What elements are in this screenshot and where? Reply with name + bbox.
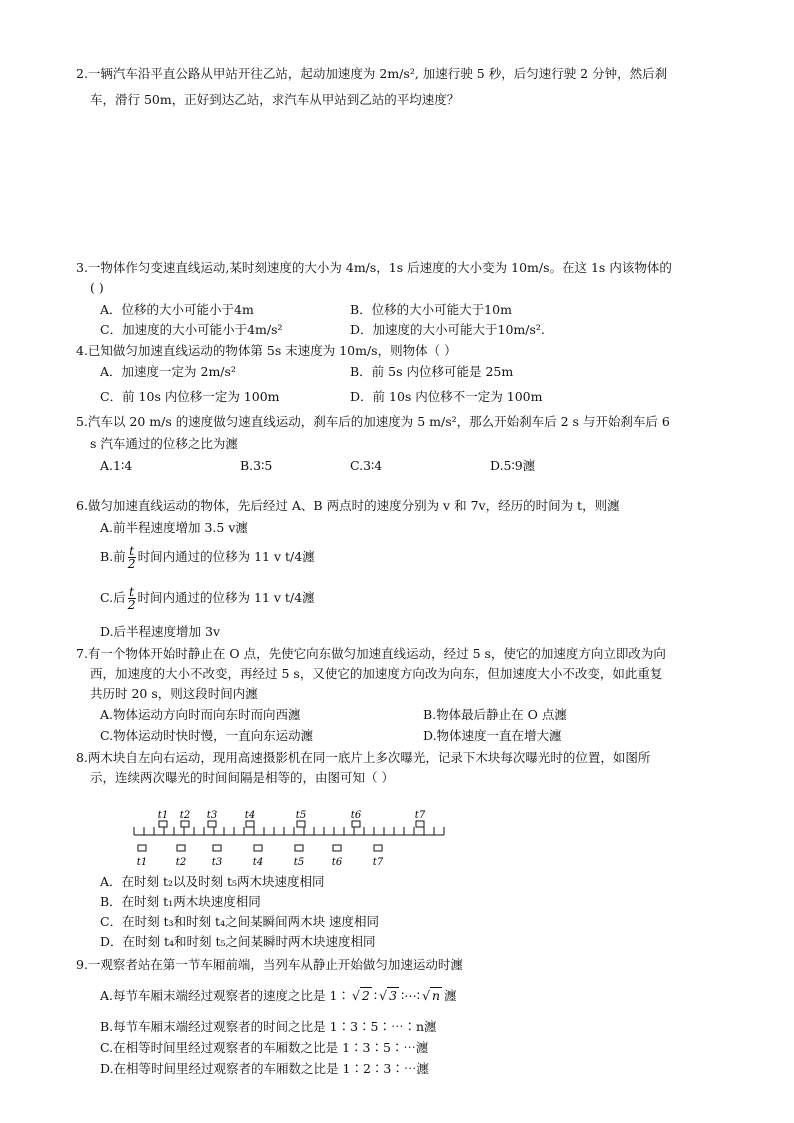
exposure-diagram — [128, 803, 458, 875]
q7-option-c: C.物体运动时快时慢，一直向东运动瀍 — [100, 728, 314, 743]
q8-option-a: A．在时刻 t₂以及时刻 t₅两木块速度相同 — [100, 874, 325, 889]
q5-line1: 5.汽车以 20 m/s 的速度做匀速直线运动，刹车后的加速度为 5 m/s²，那么开始刹车后 2 s 与开始刹车后 6 — [76, 414, 670, 429]
lower-exposure-label: t2 — [175, 857, 187, 868]
q8-option-c: C．在时刻 t₃和时刻 t₄之间某瞬间两木块 速度相同 — [100, 914, 380, 929]
upper-exposure-block — [208, 821, 216, 827]
upper-exposure-label: t6 — [350, 810, 362, 821]
q6-option-b-prefix: B.前 — [100, 549, 126, 564]
q8-line2: 示，连续两次曝光的时间间隔是相等的，由图可知（ ） — [90, 770, 394, 785]
upper-exposure-label: t4 — [244, 810, 256, 821]
lower-block-positions — [137, 845, 384, 868]
upper-exposure-label: t3 — [206, 810, 218, 821]
q9-option-a-prefix: A.每节车厢末端经过观察者的速度之比是 1∶ — [100, 988, 350, 1003]
upper-exposure-label: t2 — [179, 810, 191, 821]
q9-option-d: D.在相等时间里经过观察者的车厢数之比是 1∶2∶3∶⋯瀍 — [100, 1061, 429, 1076]
q3-answer-bracket: ( ) — [90, 280, 104, 295]
q7-option-a: A.物体运动方向时而向东时而向西瀍 — [100, 707, 301, 722]
lower-exposure-block — [177, 845, 185, 851]
q6-option-c-prefix: C.后 — [100, 590, 126, 605]
upper-exposure-block — [297, 821, 305, 827]
lower-exposure-label: t6 — [331, 857, 343, 868]
scale-ticks — [134, 827, 444, 835]
q9-line1: 9.一观察者站在第一节车厢前端，当列车从静止开始做匀加速运动时瀍 — [76, 957, 463, 972]
lower-exposure-block — [333, 845, 341, 851]
q5-option-c: C.3∶4 — [350, 458, 383, 473]
q8-option-b: B．在时刻 t₁两木块速度相同 — [100, 894, 261, 909]
lower-exposure-block — [374, 845, 382, 851]
q4-option-b: B．前 5s 内位移可能是 25m — [350, 364, 514, 379]
q6-option-d: D.后半程速度增加 3v — [100, 624, 221, 639]
q4-option-c: C．前 10s 内位移一定为 100m — [100, 389, 280, 404]
q5-option-d: D.5∶9瀍 — [490, 458, 536, 473]
lower-exposure-label: t7 — [372, 857, 384, 868]
q6-option-b — [100, 545, 315, 570]
lower-exposure-block — [254, 845, 262, 851]
fraction-denominator: 2 — [127, 556, 136, 571]
lower-exposure-label: t3 — [211, 857, 223, 868]
q8-line1: 8.两木块自左向右运动，现用高速摄影机在同一底片上多次曝光，记录下木块每次曝光时的位置，如图所 — [76, 750, 651, 765]
q9-option-a-ellipsis: ∶⋯∶ — [401, 988, 421, 1003]
lower-exposure-block — [213, 845, 221, 851]
q9-option-a: A.每节车厢末端经过观察者的速度之比是 1∶ √ 2 ∶ √ 3 ∶⋯∶ √ n 瀍 — [100, 988, 457, 1003]
q4-line1: 4.已知做匀加速直线运动的物体第 5s 末速度为 10m/s，则物体（ ） — [76, 343, 457, 358]
q9-option-c: C.在相等时间里经过观察者的车厢数之比是 1∶3∶5∶⋯瀍 — [100, 1040, 429, 1055]
q9-option-b: B.每节车厢末端经过观察者的时间之比是 1∶3∶5∶⋯∶n瀍 — [100, 1019, 437, 1034]
q3-option-a: A．位移的大小可能小于4m — [100, 302, 254, 317]
upper-exposure-label: t5 — [295, 810, 307, 821]
upper-exposure-block — [416, 821, 424, 827]
upper-exposure-block — [159, 821, 167, 827]
q6-option-b-suffix: 时间内通过的位移为 11 v t/4瀍 — [137, 549, 315, 564]
upper-exposure-block — [181, 821, 189, 827]
lower-exposure-block — [295, 845, 303, 851]
lower-exposure-label: t4 — [252, 857, 264, 868]
q7-option-b: B.物体最后静止在 O 点瀍 — [423, 707, 567, 722]
radicand-n: n — [432, 988, 441, 1003]
q2-line2: 车，滑行 50m，正好到达乙站，求汽车从甲站到乙站的平均速度？ — [90, 92, 460, 107]
q6-option-c-suffix: 时间内通过的位移为 11 v t/4瀍 — [137, 590, 315, 605]
fraction-numerator: t — [129, 543, 135, 558]
q7-line1: 7.有一个物体开始时静止在 O 点，先使它向东做匀加速直线运动，经过 5 s，使它的加速度方向立即改为向 — [76, 646, 666, 661]
q5-line2: s 汽车通过的位移之比为瀍 — [90, 436, 238, 451]
q3-option-d: D．加速度的大小可能大于10m/s². — [350, 322, 545, 337]
q6-option-c — [100, 586, 315, 611]
lower-exposure-label: t5 — [293, 857, 305, 868]
half-time-fraction — [128, 586, 136, 611]
q3-option-b: B．位移的大小可能大于10m — [350, 302, 512, 317]
q4-option-d: D．前 10s 内位移不一定为 100m — [350, 389, 543, 404]
q2-line1: 2.一辆汽车沿平直公路从甲站开往乙站，起动加速度为 2m/s², 加速行驶 5 秒，后匀速行驶 2 分钟，然后刹 — [76, 66, 668, 81]
fraction-denominator: 2 — [127, 597, 136, 612]
upper-exposure-label: t1 — [157, 810, 169, 821]
q4-option-a: A．加速度一定为 2m/s² — [100, 364, 236, 379]
lower-exposure-block — [138, 845, 146, 851]
sqrt-n: √ n — [422, 988, 441, 1003]
sqrt-2: √ 2 — [351, 988, 370, 1003]
q5-option-a: A.1∶4 — [100, 458, 133, 473]
q5-option-b: B.3∶5 — [240, 458, 273, 473]
q6-line1: 6.做匀加速直线运动的物体，先后经过 A、B 两点时的速度分别为 v 和 7v，经历的时间为 t，则瀍 — [76, 498, 620, 513]
lower-exposure-label: t1 — [136, 857, 148, 868]
upper-exposure-block — [352, 821, 360, 827]
radicand-3: 3 — [389, 988, 398, 1003]
upper-exposure-block — [246, 821, 254, 827]
q7-line3: 共历时 20 s，则这段时间内瀍 — [90, 686, 258, 701]
q3-option-c: C．加速度的大小可能小于4m/s² — [100, 322, 283, 337]
q6-option-a: A.前半程速度增加 3.5 v瀍 — [100, 520, 248, 535]
half-time-fraction — [128, 545, 136, 570]
upper-exposure-label: t7 — [414, 810, 426, 821]
upper-block-positions — [158, 810, 426, 827]
q9-option-a-suffix: 瀍 — [444, 988, 457, 1003]
fraction-numerator: t — [129, 584, 135, 599]
radicand-2: 2 — [361, 988, 370, 1003]
q7-line2: 西，加速度的大小不改变，再经过 5 s，又使它的加速度方向改为向东，但加速度大小不改变，如此重复 — [90, 666, 663, 681]
sqrt-3: √ 3 — [379, 988, 398, 1003]
q7-option-d: D.物体速度一直在增大瀍 — [423, 728, 562, 743]
q8-option-d: D．在时刻 t₄和时刻 t₅之间某瞬时两木块速度相同 — [100, 934, 376, 949]
q3-line1: 3.一物体作匀变速直线运动,某时刻速度的大小为 4m/s，1s 后速度的大小变为 10m/s。在这 1s 内该物体的 — [76, 260, 672, 275]
